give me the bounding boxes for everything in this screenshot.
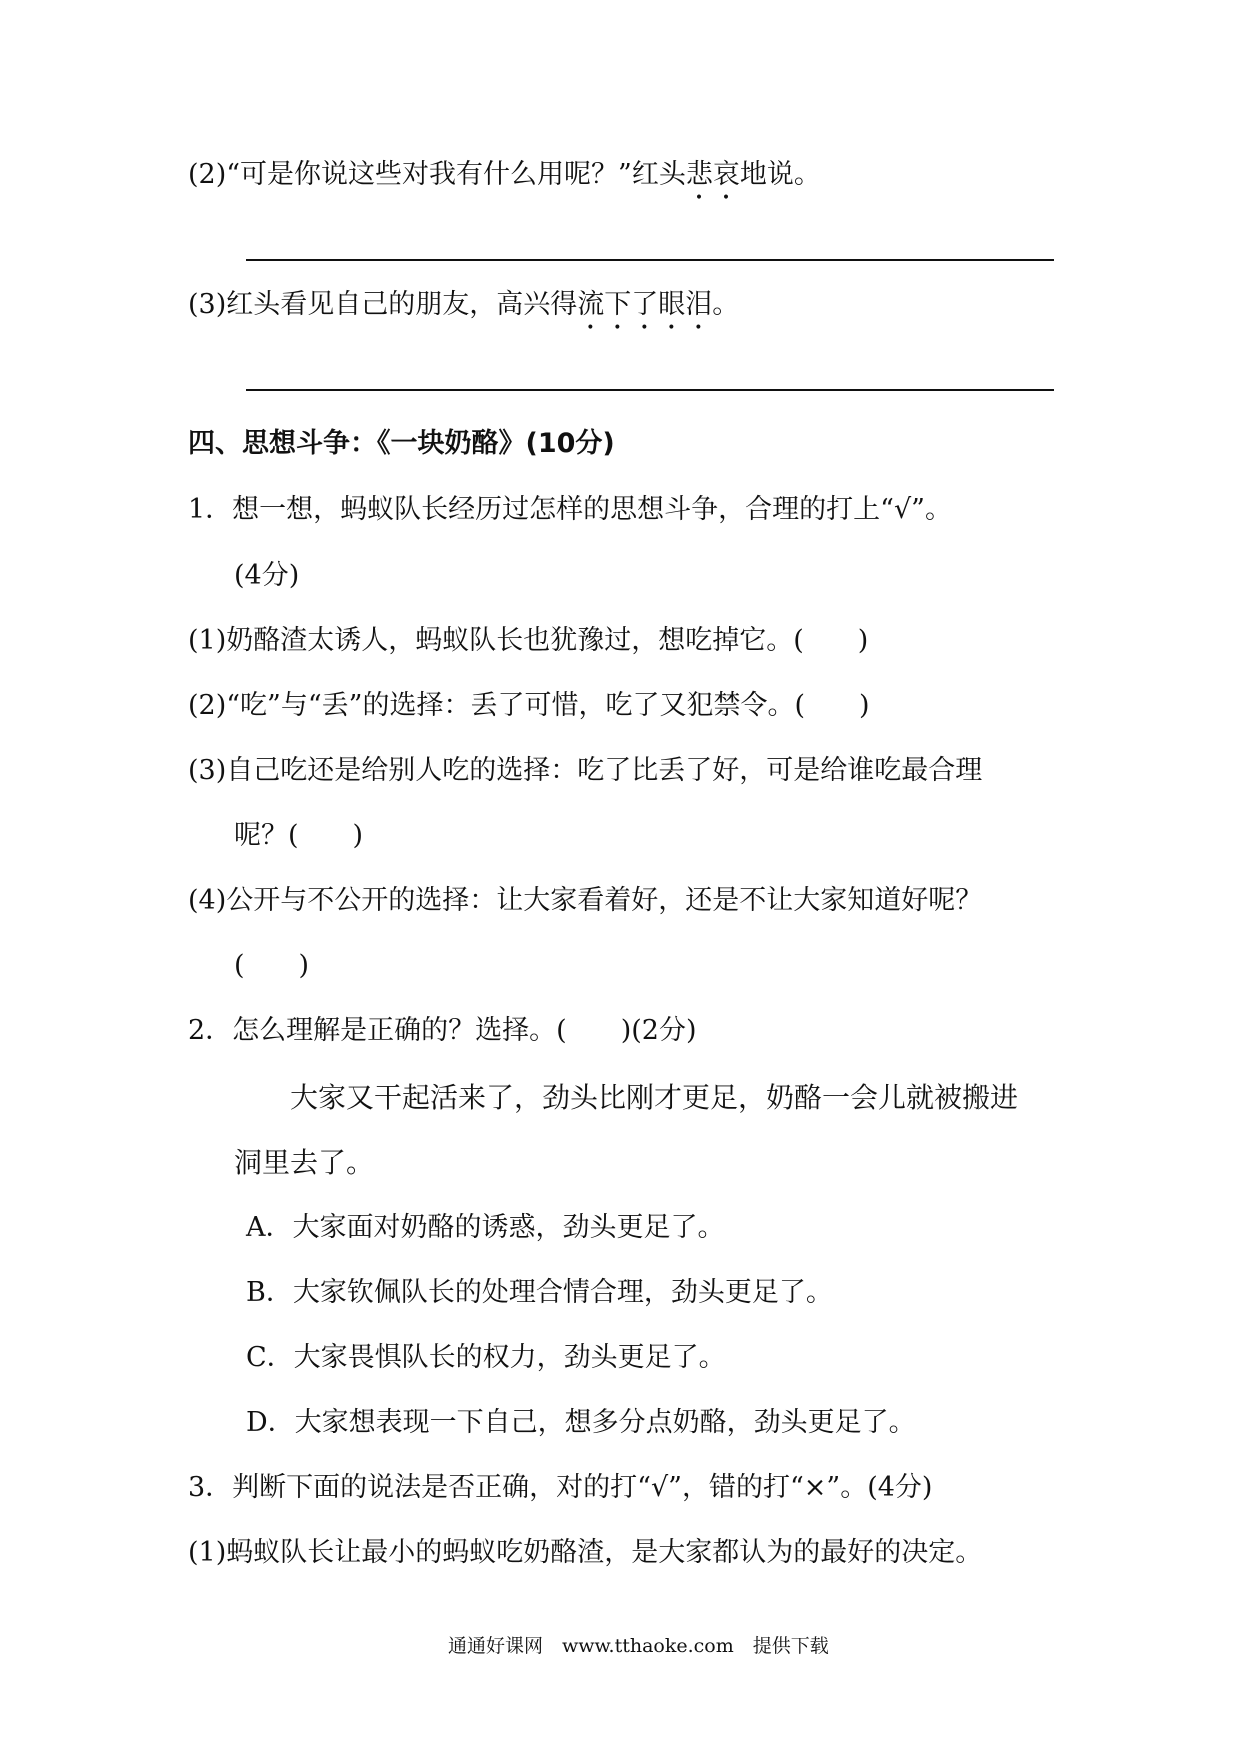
item-3-dotted-word: 流下了眼泪	[577, 289, 713, 320]
q2-choice-a: A．大家面对奶酪的诱惑，劲头更足了。	[246, 1212, 725, 1243]
section-title: 四、思想斗争：《一块奶酪》(10分)	[188, 428, 615, 459]
q1-score: (4分)	[234, 560, 300, 591]
item-2-sentence	[188, 157, 821, 206]
q1-option-4-cont: ( )	[234, 950, 310, 981]
q2-passage-line-1: 大家又干起活来了，劲头比刚才更足，奶酪一会儿就被搬进	[290, 1081, 1019, 1114]
item-2-text-before: (2)“可是你说这些对我有什么用呢？”红头	[188, 159, 686, 190]
q1-stem: 1．想一想，蚂蚁队长经历过怎样的思想斗争，合理的打上“√”。	[188, 494, 952, 525]
q2-choice-c: C．大家畏惧队长的权力，劲头更足了。	[246, 1342, 726, 1373]
item-3-sentence	[188, 287, 739, 336]
item-3-text-before: (3)红头看见自己的朋友，高兴得	[188, 289, 578, 320]
q1-option-1: (1)奶酪渣太诱人，蚂蚁队长也犹豫过，想吃掉它。( )	[188, 625, 869, 656]
q2-stem: 2．怎么理解是正确的？选择。( )(2分)	[188, 1015, 697, 1046]
q1-option-3: (3)自己吃还是给别人吃的选择：吃了比丢了好，可是给谁吃最合理	[188, 755, 983, 786]
item-2-dotted-word: 悲哀	[685, 159, 740, 190]
q2-choice-d: D．大家想表现一下自己，想多分点奶酪，劲头更足了。	[246, 1407, 916, 1438]
q2-choice-b: B．大家钦佩队长的处理合情合理，劲头更足了。	[246, 1277, 833, 1308]
q2-passage-line-2: 洞里去了。	[234, 1146, 375, 1179]
page-footer: 通通好课网 www.tthaoke.com 提供下载	[448, 1635, 829, 1657]
q1-option-2: (2)“吃”与“丢”的选择：丢了可惜，吃了又犯禁令。( )	[188, 690, 870, 721]
answer-line-3	[246, 389, 1054, 391]
q3-item-1: (1)蚂蚁队长让最小的蚂蚁吃奶酪渣，是大家都认为的最好的决定。	[188, 1537, 983, 1568]
answer-line-2	[246, 259, 1054, 261]
item-3-text-after: 。	[712, 289, 740, 320]
q1-option-3-cont: 呢？( )	[234, 820, 364, 851]
q3-stem: 3．判断下面的说法是否正确，对的打“√”，错的打“×”。(4分)	[188, 1472, 933, 1503]
q1-option-4: (4)公开与不公开的选择：让大家看着好，还是不让大家知道好呢？	[188, 885, 983, 916]
item-2-text-after: 地说。	[739, 159, 821, 190]
